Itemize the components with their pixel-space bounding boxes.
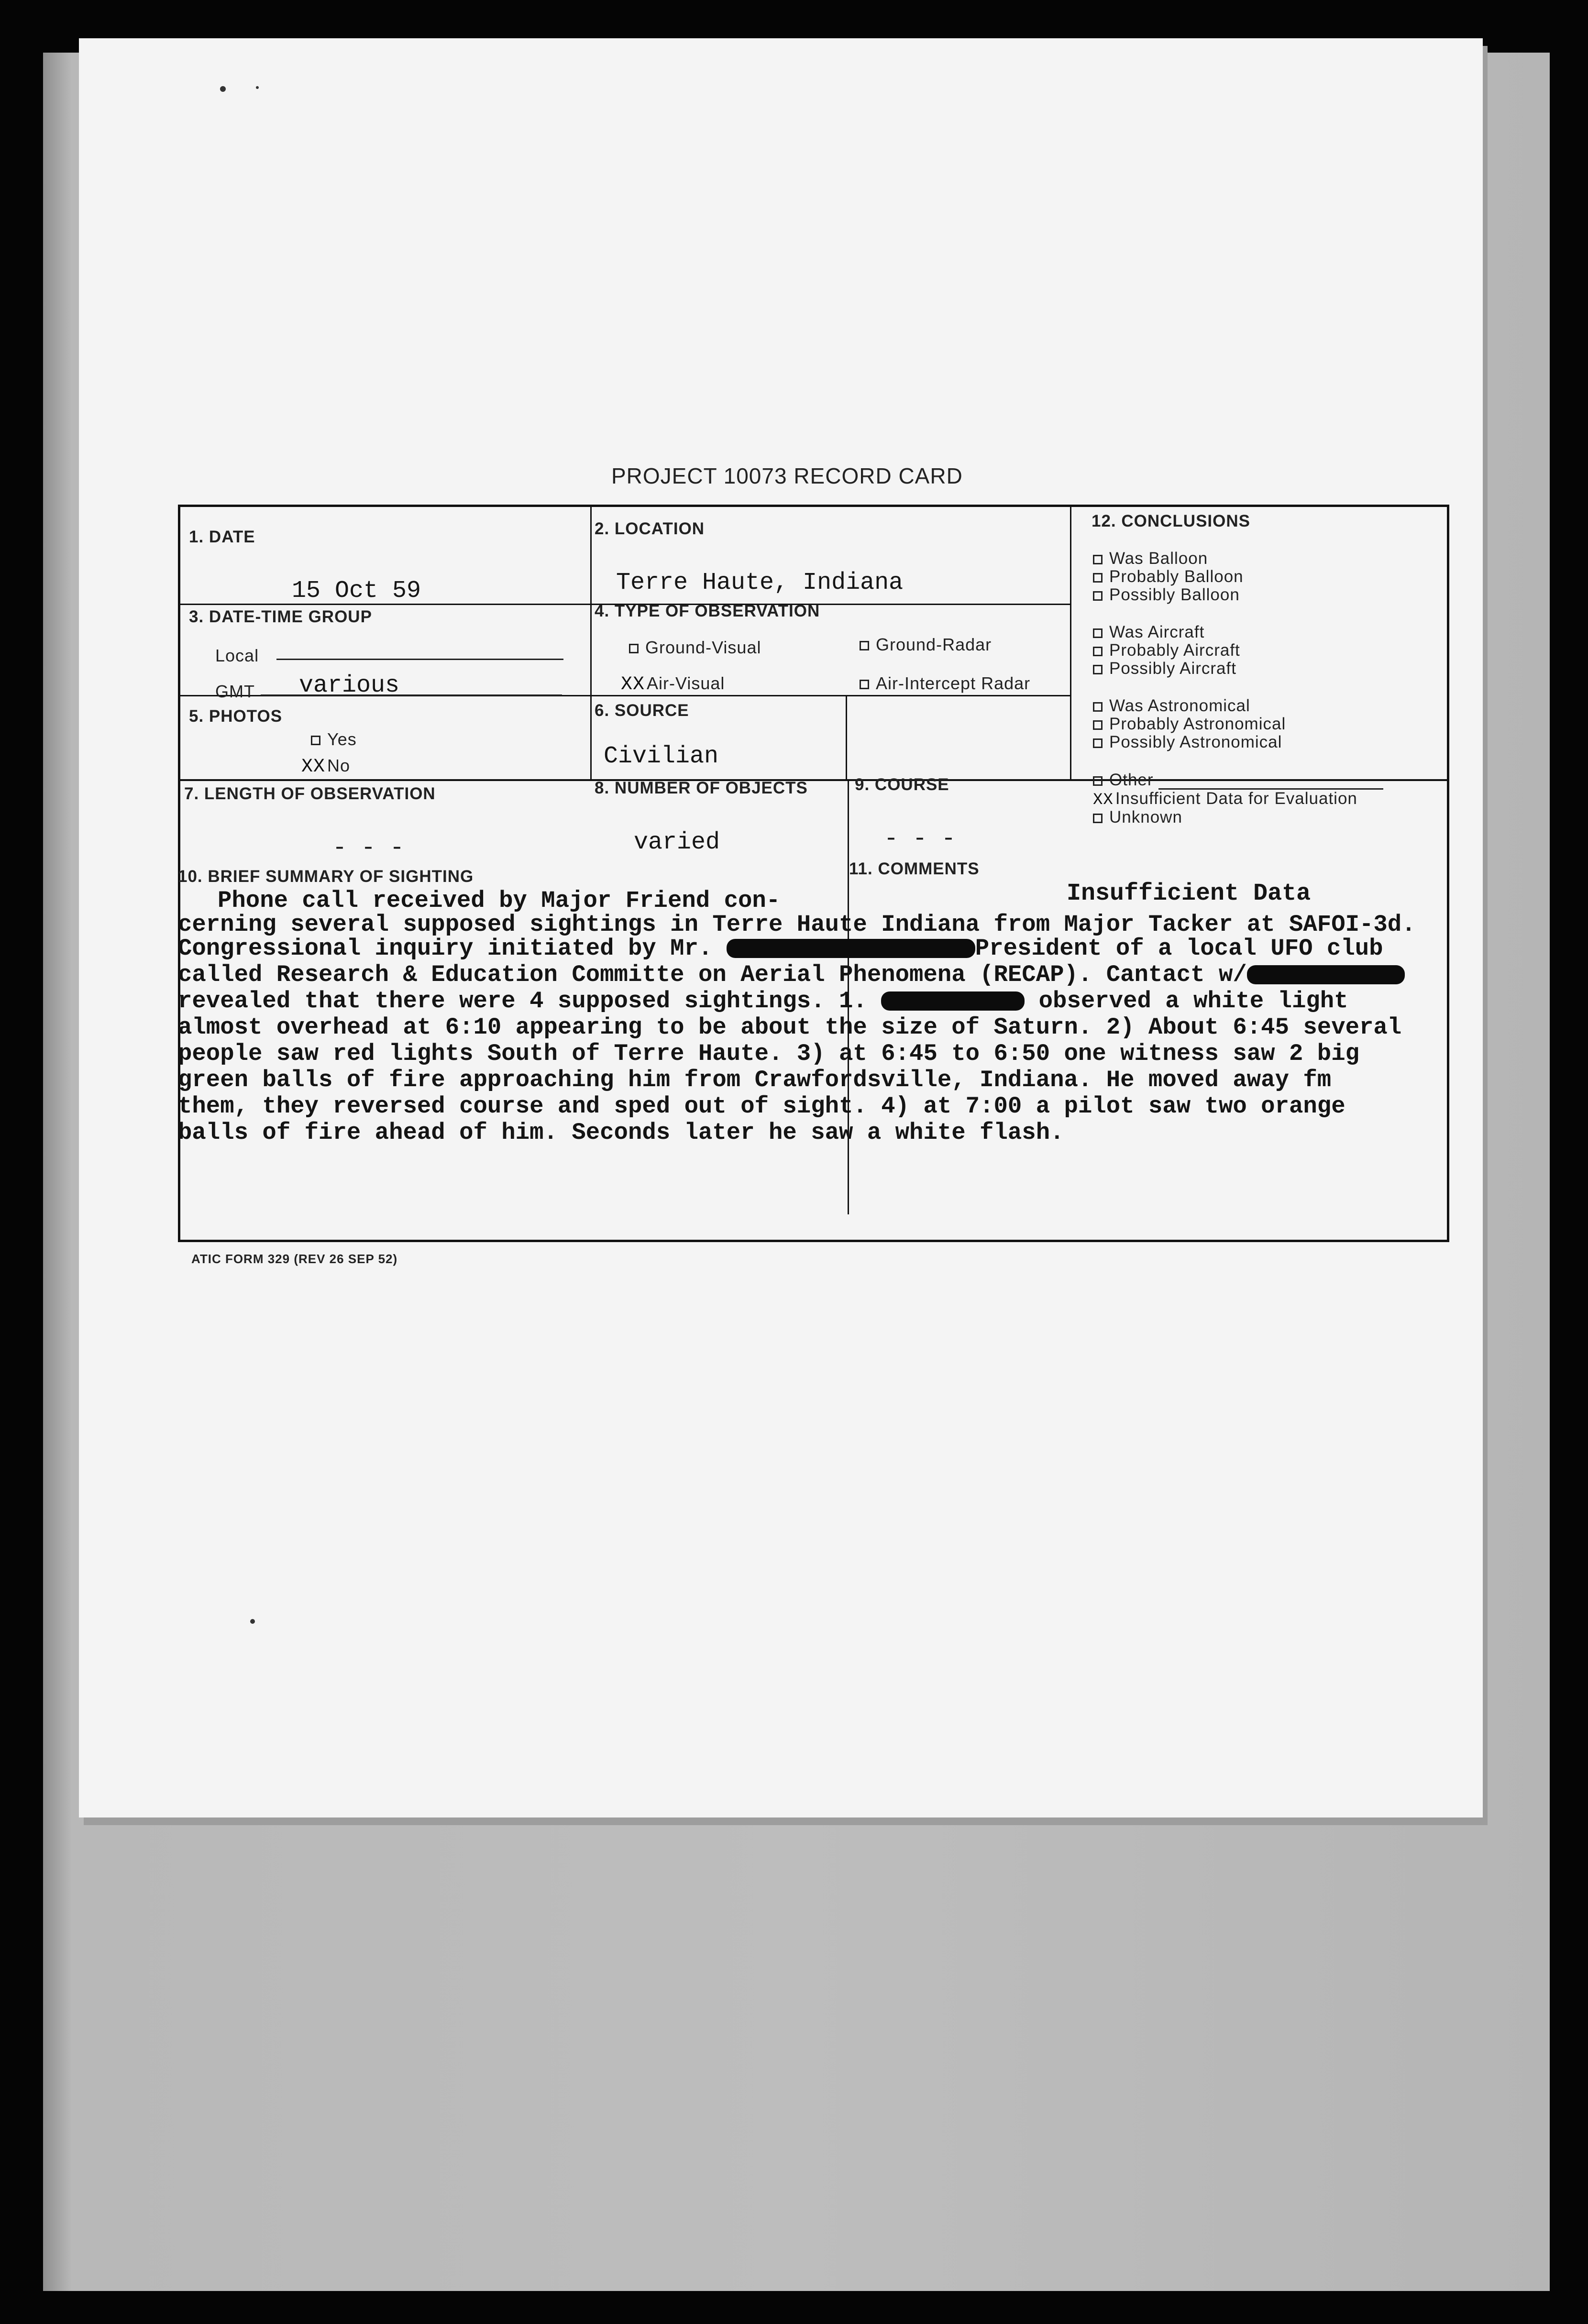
course-value: - - -	[884, 826, 956, 853]
conclusion-item	[1093, 789, 1357, 809]
ground-radar-checkbox	[860, 641, 869, 650]
card-title: PROJECT 10073 RECORD CARD	[611, 463, 963, 488]
conclusion-checkbox	[1093, 573, 1103, 583]
conclusion-item	[1093, 623, 1204, 642]
conclusion-text: Was Aircraft	[1109, 623, 1205, 641]
local-label: Local	[215, 646, 259, 665]
summary-line: balls of fire ahead of him. Seconds later he saw a white flash.	[178, 1119, 1064, 1146]
divider	[1070, 507, 1071, 779]
conclusion-item	[1093, 659, 1236, 678]
conclusion-text: Possibly Astronomical	[1109, 733, 1282, 751]
comments-label: 11. COMMENTS	[849, 859, 980, 878]
ground-visual-checkbox	[629, 644, 639, 653]
summary-line: Phone call received by Major Friend con-	[218, 887, 781, 914]
gmt-value: various	[299, 672, 400, 699]
photos-yes-checkbox	[311, 736, 320, 745]
type-observation-label: 4. TYPE OF OBSERVATION	[595, 602, 820, 620]
photos-yes-option: Yes	[311, 729, 357, 749]
conclusion-item	[1093, 585, 1240, 605]
number-objects-label: 8. NUMBER OF OBJECTS	[595, 779, 808, 797]
conclusions-label: 12. CONCLUSIONS	[1092, 512, 1250, 530]
conclusion-checkbox	[1093, 720, 1103, 730]
summary-line: them, they reversed course and sped out of sight. 4) at 7:00 a pilot saw two orange	[178, 1093, 1345, 1120]
summary-line: revealed that there were 4 supposed sightings. 1. observed a white light	[178, 988, 1348, 1014]
conclusion-text: Other	[1109, 771, 1154, 789]
conclusion-text: Was Astronomical	[1109, 696, 1250, 715]
conclusion-item	[1093, 715, 1286, 734]
redaction	[1247, 965, 1405, 984]
location-label: 2. LOCATION	[595, 519, 705, 538]
divider	[590, 507, 592, 779]
conclusion-checkbox	[1093, 702, 1103, 712]
dtg-label: 3. DATE-TIME GROUP	[189, 607, 372, 626]
date-label: 1. DATE	[189, 528, 255, 546]
number-objects-value: varied	[634, 829, 720, 856]
summary-line: almost overhead at 6:10 appearing to be about the size of Saturn. 2) About 6:45 several	[178, 1014, 1402, 1041]
summary-line: called Research & Education Committe on Aerial Phenomena (RECAP). Cantact w/	[178, 961, 1405, 988]
local-line	[276, 659, 563, 660]
conclusion-item	[1093, 733, 1282, 752]
conclusion-text: Was Balloon	[1109, 549, 1208, 568]
conclusion-checkbox	[1093, 814, 1103, 823]
speck	[220, 86, 226, 92]
summary-label: 10. BRIEF SUMMARY OF SIGHTING	[178, 867, 474, 886]
speck	[256, 86, 259, 89]
air-intercept-checkbox	[860, 680, 869, 689]
length-value: - - -	[332, 835, 405, 862]
redaction	[881, 991, 1025, 1011]
conclusion-text: Probably Balloon	[1109, 567, 1244, 586]
conclusion-mark: XX	[1093, 791, 1114, 809]
conclusion-item	[1093, 641, 1240, 660]
conclusion-checkbox	[1093, 647, 1103, 656]
conclusion-item	[1093, 808, 1182, 827]
conclusion-checkbox	[1093, 555, 1103, 564]
conclusion-text: Unknown	[1109, 808, 1182, 826]
conclusion-item	[1093, 549, 1208, 568]
summary-line: people saw red lights South of Terre Haute. 3) at 6:45 to 6:50 one witness saw 2 big	[178, 1040, 1360, 1067]
date-value: 15 Oct 59	[292, 577, 421, 605]
summary-line: green balls of fire approaching him from Crawfordsville, Indiana. He moved away fm	[178, 1067, 1332, 1093]
air-visual-option: XX Air-Visual	[621, 673, 725, 695]
form-number: ATIC FORM 329 (REV 26 SEP 52)	[191, 1252, 398, 1266]
air-visual-mark: XX	[621, 674, 645, 695]
conclusion-text: Possibly Balloon	[1109, 585, 1240, 604]
conclusion-item	[1093, 567, 1244, 586]
ground-visual-option: Ground-Visual	[629, 638, 761, 658]
conclusion-text: Probably Aircraft	[1109, 641, 1240, 660]
gmt-label: GMT	[215, 682, 255, 701]
conclusion-item	[1093, 696, 1250, 716]
photos-no-mark: XX	[301, 756, 326, 778]
conclusion-checkbox	[1093, 591, 1103, 601]
summary-line: cerning several supposed sightings in Terre Haute Indiana from Major Tacker at SAFOI-3d.	[178, 911, 1416, 938]
source-value: Civilian	[604, 743, 719, 770]
ground-radar-option: Ground-Radar	[860, 635, 992, 655]
photos-no-option: XX No	[301, 756, 351, 778]
divider	[846, 695, 847, 779]
summary-line: Congressional inquiry initiated by Mr. President of a local UFO club	[178, 935, 1383, 962]
photos-label: 5. PHOTOS	[189, 707, 283, 726]
location-value: Terre Haute, Indiana	[616, 569, 904, 596]
course-label: 9. COURSE	[855, 775, 949, 794]
conclusion-checkbox	[1093, 738, 1103, 748]
length-label: 7. LENGTH OF OBSERVATION	[184, 784, 436, 803]
conclusion-text: Possibly Aircraft	[1109, 659, 1236, 678]
source-label: 6. SOURCE	[595, 701, 689, 720]
conclusion-item	[1093, 771, 1383, 790]
conclusion-text: Probably Astronomical	[1109, 715, 1286, 733]
comments-value: Insufficient Data	[1067, 880, 1311, 907]
redaction	[727, 939, 975, 958]
conclusion-checkbox	[1093, 665, 1103, 674]
conclusion-text: Insufficient Data for Evaluation	[1115, 789, 1357, 808]
air-intercept-radar-option: Air-Intercept Radar	[860, 673, 1030, 694]
conclusion-checkbox	[1093, 776, 1103, 786]
speck	[250, 1619, 255, 1624]
conclusion-checkbox	[1093, 628, 1103, 638]
